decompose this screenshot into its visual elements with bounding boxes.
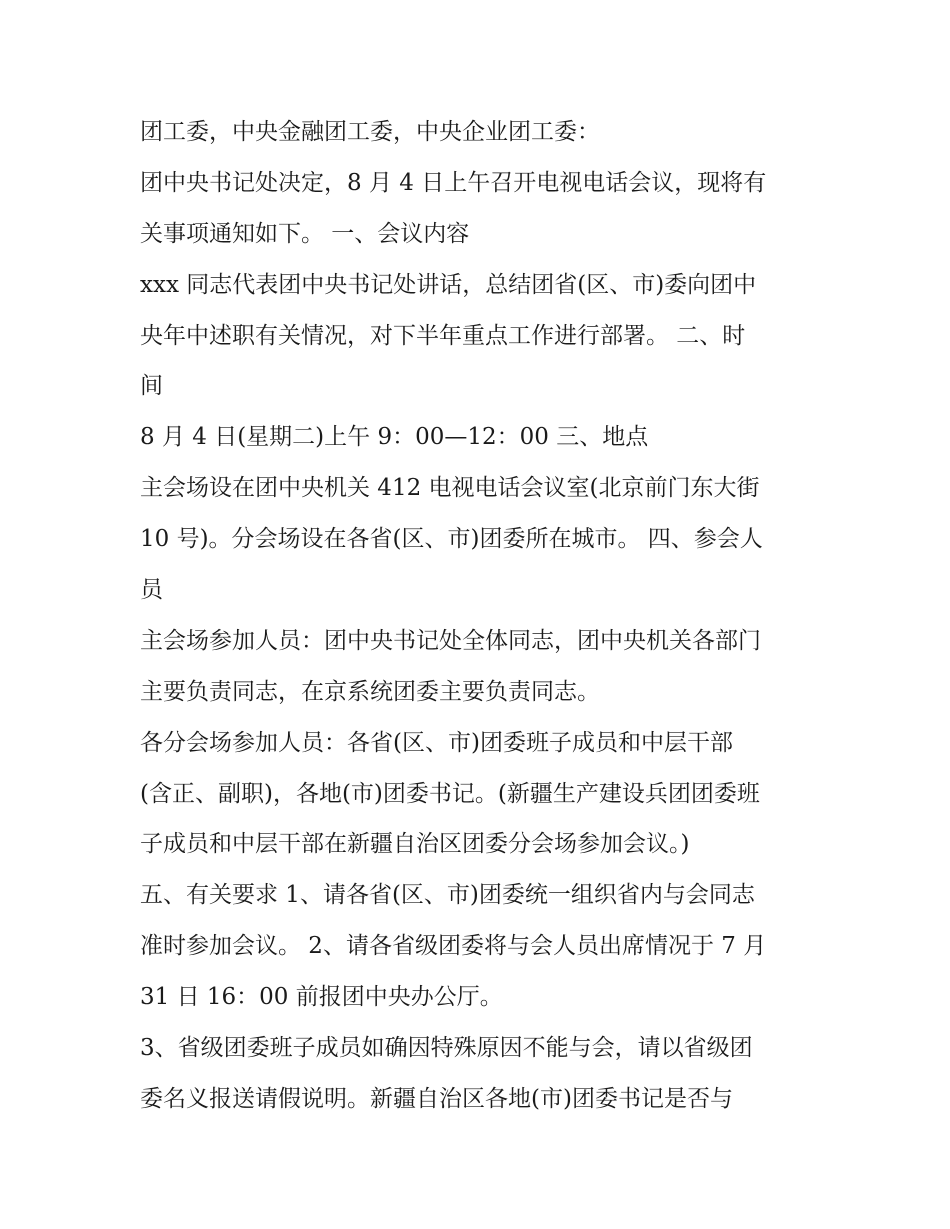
- text-line: (含正、副职)，各地(市)团委书记。(新疆生产建设兵团团委班: [140, 780, 760, 807]
- document-body: [140, 107, 830, 1125]
- text-line: 主会场设在团中央机关 412 电视电话会议室(北京前门东大街: [140, 475, 760, 502]
- text-line: 主要负责同志，在京系统团委主要负责同志。: [140, 678, 600, 705]
- text-line: 10 号)。分会场设在各省(区、市)团委所在城市。 四、参会人: [140, 526, 763, 553]
- text-line: 主会场参加人员：团中央书记处全体同志，团中央机关各部门: [140, 627, 761, 654]
- text-line: 子成员和中层干部在新疆自治区团委分会场参加会议。): [140, 831, 690, 858]
- text-line: 各分会场参加人员：各省(区、市)团委班子成员和中层干部: [140, 729, 733, 756]
- text-line: 8 月 4 日(星期二)上午 9：00—12：00 三、地点: [140, 424, 649, 451]
- text-line: 团中央书记处决定，8 月 4 日上午召开电视电话会议，现将有: [140, 169, 767, 196]
- text-line: 员: [140, 577, 163, 604]
- text-line: xxx 同志代表团中央书记处讲话，总结团省(区、市)委向团中: [140, 271, 757, 298]
- text-line: 委名义报送请假说明。新疆自治区各地(市)团委书记是否与: [140, 1085, 733, 1112]
- text-line: 31 日 16：00 前报团中央办公厅。: [140, 984, 503, 1011]
- text-line: 团工委，中央金融团工委，中央企业团工委：: [140, 119, 600, 145]
- text-line: 间: [140, 373, 163, 400]
- text-line: 3、省级团委班子成员如确因特殊原因不能与会，请以省级团: [140, 1035, 753, 1062]
- text-line: 关事项通知如下。 一、会议内容: [140, 220, 470, 247]
- text-line: 央年中述职有关情况，对下半年重点工作进行部署。 二、时: [140, 322, 746, 349]
- text-line: 五、有关要求 1、请各省(区、市)团委统一组织省内与会同志: [140, 882, 755, 909]
- text-line: 准时参加会议。 2、请各省级团委将与会人员出席情况于 7 月: [140, 933, 767, 960]
